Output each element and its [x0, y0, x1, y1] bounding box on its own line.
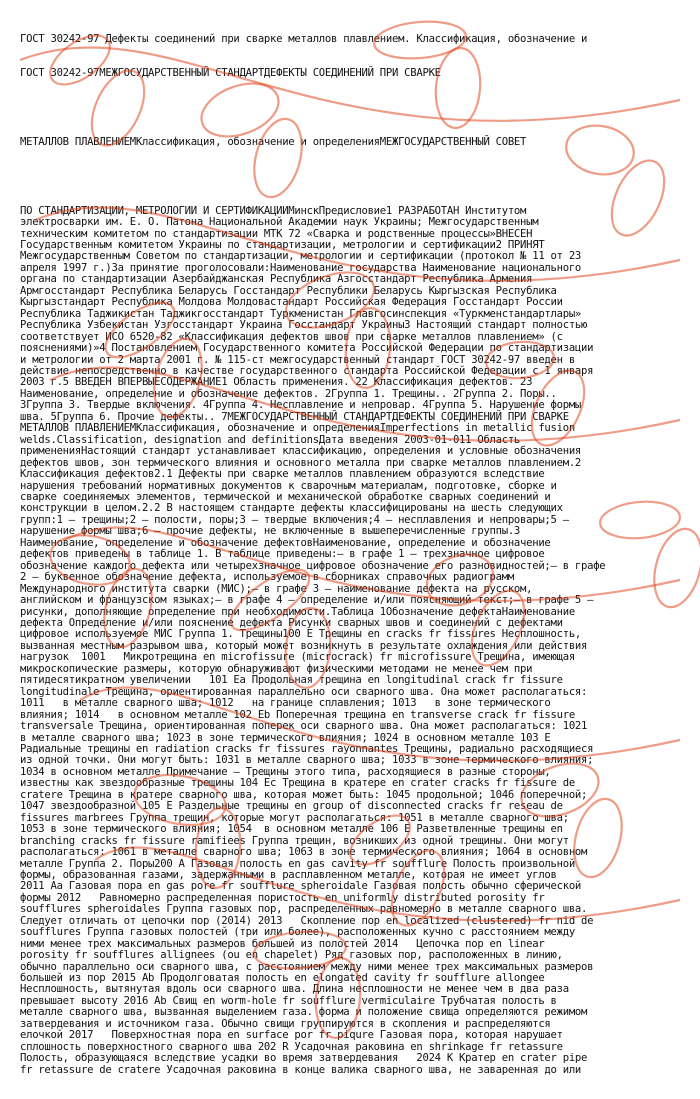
body-line: елочкой 2017 Поверхностная пора en surface por fr piqure Газовая пора, которая нарушает: [20, 1029, 563, 1042]
body-line: fr retassure de cratere Усадочная раковина в конце валика сварного шва, не заваренная до или: [20, 1063, 582, 1076]
body-line: Несплошность, вытянутая вдоль оси сварного шва. Длина несплошности не менее чем в два раза: [20, 983, 569, 996]
body-line: Следует отличать от цепочки пор (2014) 2013 Скопление пор en localized (clustered) fr nid de: [20, 914, 594, 927]
body-line: нарушения требований нормативных документов к сварочным материалам, подготовке, сборке и: [20, 479, 557, 492]
body-line: техническим комитетом по стандартизации МТК 72 «Сварка и родственные процессы»ВНЕСЕН: [20, 227, 533, 240]
body-line: английском и французском языках;— в графе 4 — определение и/или поясняющий текст;— в графе 5 —: [20, 594, 594, 607]
body-line: 2 — буквенное обозначение дефекта, используемое в сборниках справочных радиограмм: [20, 571, 514, 584]
body-line: transversale Трещина, ориентированная поперек оси сварного шва. Она может располагаться: 1021: [20, 720, 588, 733]
body-line: в металле сварного шва; 1023 в зоне термического влияния; 1024 в основном металле 103 E: [20, 731, 551, 744]
document-title-line-1: ГОСТ 30242-97 Дефекты соединений при сварке металлов плавлением. Классификация, обозначение и: [20, 32, 588, 45]
body-line: Межгосударственным Советом по стандартизации, метрологии и сертификации (протокол № 11 от 23: [20, 250, 582, 263]
body-line: 1011 в металле сварного шва; 1012 на границе сплавления; 1013 в зоне термического: [20, 697, 551, 710]
body-line: формы, образованная газами, задержанными в расплавленном металле, которая не имеет углов: [20, 868, 557, 881]
body-line: нарушение формы шва;6 — прочие дефекты, не включенные в вышеперечисленные группы.3: [20, 525, 521, 538]
body-line: влияния; 1014 в основном металле 102 Eb Поперечная трещина en transverse crack fr fissure: [20, 708, 575, 721]
body-line: действие непосредственно в качестве государственного стандарта Российской Федерации с 1 января: [20, 365, 594, 378]
body-line: соответствует ИСО 6520-82 «Классификация дефектов швов при сварке металлов плавлением» (с: [20, 330, 563, 343]
body-line: 1034 в основном металле Примечание — Трещины этого типа, расходящиеся в разные стороны,: [20, 765, 551, 778]
body-line: Кыргызстандарт Республика Молдова Молдовастандарт Российская Федерация Госстандарт России: [20, 296, 563, 309]
body-line: Армгосстандарт Республика Беларусь Госстандарт Республики Беларусь Кыргызская Республика: [20, 284, 557, 297]
body-line: органа по стандартизации Азербайджанская Республика Азгосстандарт Республика Армения: [20, 273, 533, 286]
body-line: располагаться: 1061 в металле сварного шва; 1063 в зоне термического влияния; 1064 в основном: [20, 846, 588, 859]
body-line: 2011 Aa Газовая пора en gas pore fr soufflure spheroidale Газовая полость обычно сферической: [20, 880, 582, 893]
body-line: ПО СТАНДАРТИЗАЦИИ, МЕТРОЛОГИИ И СЕРТИФИКАЦИИМинскПредисловие1 РАЗРАБОТАН Институтом: [20, 204, 527, 217]
body-line: формы 2012 Равномерно распределенная пористость en uniformly distributed porosity fr: [20, 891, 545, 904]
body-line: Наименование, определение и обозначение дефектовНаименование, определение и обозначение: [20, 536, 551, 549]
document-body: [20, 11, 688, 1099]
body-line: электросварки им. Е. О. Патона Национальной Академии наук Украины; Межгосударственным: [20, 216, 539, 229]
body-line: рисунки, дополняющие определение при необходимости.Таблица 1Обозначение дефектаНаименование: [20, 605, 575, 618]
body-line: welds.Classification, designation and definitionsДата введения 2003-01-011 Область: [20, 433, 521, 446]
body-line: longitudinale Трещина, ориентированная параллельно оси сварного шва. Она может располагаться:: [20, 685, 588, 698]
body-line: шва. 5Группа 6. Прочие дефекты.. 7МЕЖГОСУДАРСТВЕННЫЙ СТАНДАРТДЕФЕКТЫ СОЕДИНЕНИЙ ПРИ СВАРКЕ: [20, 410, 569, 423]
blank-line: [20, 171, 688, 182]
body-line: микроскопические размеры, которую обнаруживают физическими методами не менее чем при: [20, 662, 533, 675]
body-line: дефекта Определение и/или пояснение дефекта Рисунки сварных швов и соединений с дефектами: [20, 616, 563, 629]
body-text: [20, 206, 688, 1076]
body-line: вызванная местным разрывом шва, который может возникнуть в результате охлаждения или действия: [20, 639, 588, 652]
body-line: cratere Трещина в кратере сварного шва, которая может быть: 1045 продольной; 1046 поперечной;: [20, 788, 588, 801]
body-line: Международного института сварки (МИС);— в графе 3 — наименование дефекта на русском,: [20, 582, 533, 595]
body-line: групп:1 — трещины;2 — полости, поры;3 — твердые включения;4 — несплавления и непровары;5 —: [20, 513, 569, 526]
body-line: известны как звездообразные трещины 104 Ec Трещина в кратере en crater cracks fr fissure de: [20, 777, 575, 790]
body-line: Государственным комитетом Украины по стандартизации, метрологии и сертификации2 ПРИНЯТ: [20, 239, 545, 252]
body-line: пятидесятикратном увеличении 101 Ea Продольная трещина en longitudinal crack fr fissure: [20, 674, 563, 687]
body-line: 1053 в зоне термического влияния; 1054 в основном металле 106 E Разветвленные трещины en: [20, 823, 563, 836]
body-line: дефектов приведены в таблице 1. В таблице приведены:— в графе 1 — трехзначное цифровое: [20, 548, 545, 561]
body-line: Радиальные трещины en radiation cracks fr fissures rayonnantes Трещины, радиально расходящиеся: [20, 742, 594, 755]
body-line: апреля 1997 г.)За принятие проголосовали:Наименование государства Наименование национального: [20, 261, 582, 274]
body-line: металле Группа 2. Поры200 A Газовая полость en gas cavity fr soufflure Полость произвольной: [20, 857, 575, 870]
document-title-line-2: ГОСТ 30242-97МЕЖГОСУДАРСТВЕННЫЙ СТАНДАРТДЕФЕКТЫ СОЕДИНЕНИЙ ПРИ СВАРКЕ: [20, 67, 441, 80]
body-line: soufflures spheroidales Группа газовых пор, распределенных равномерно в металле сварного шва.: [20, 903, 588, 916]
body-line: soufflures Группа газовых полостей (три или более), расположенных кучно с расстоянием между: [20, 926, 575, 939]
body-line: Республика Узбекистан Узгосстандарт Украина Госстандарт Украины3 Настоящий стандарт полностью: [20, 319, 588, 332]
body-line: примененияНастоящий стандарт устанавливает классификацию, определения и условные обозначения: [20, 445, 582, 458]
body-line: branching cracks fr fissure ramifiees Группа трещин, возникших из одной трещины. Они могут: [20, 834, 569, 847]
body-line: из одной точки. Они могут быть: 1031 в металле сварного шва; 1033 в зоне термического влияния;: [20, 754, 594, 767]
body-line: конструкции в целом.2.2 В настоящем стандарте дефекты классифицированы на шесть следующих: [20, 502, 563, 515]
body-line: ними менее трех максимальных размеров большей из полостей 2014 Цепочка пор en linear: [20, 937, 545, 950]
body-line: МЕТАЛЛОВ ПЛАВЛЕНИЕМКлассификация, обозначение и определенияImperfections in metallic fusion: [20, 422, 575, 435]
body-line: porosity fr soufflures allignees (ou en chapelet) Ряд газовых пор, расположенных в линию,: [20, 949, 563, 962]
body-line: 3Группа 3. Твердые включения. 4Группа 4. Несплавление и непровар. 4Группа 5. Нарушение формы: [20, 399, 582, 412]
blank-line: [20, 103, 688, 114]
body-line: дефектов швов, зон термического влияния и основного металла при сварке металлов плавлением.2: [20, 456, 582, 469]
body-line: цифровое используемое МИС Группа 1. Трещины100 E Трещины en cracks fr fissures Несплошность,: [20, 628, 582, 641]
body-line: 2003 г.5 ВВЕДЕН ВПЕРВЫЕСОДЕРЖАНИЕ1 Область применения. 22 Классификация дефектов. 23: [20, 376, 533, 389]
body-line: превышает высоту 2016 Ab Свищ en worm-hole fr soufflure vermiculaire Трубчатая полость в: [20, 994, 557, 1007]
body-line: Наименование, определение и обозначение дефектов. 2Группа 1. Трещины.. 2Группа 2. Поры..: [20, 387, 557, 400]
body-line: пояснениями)»4 Постановлением Государственного комитета Российской Федерации по стандартизации: [20, 342, 594, 355]
body-line: Республика Таджикистан Таджикгосстандарт Туркменистан Главгосинспекция «Туркменстандартлары»: [20, 307, 582, 320]
body-line: сплошность поверхностного сварного шва 202 R Усадочная раковина en shrinkage fr retassure: [20, 1040, 563, 1053]
body-line: Полость, образующаяся вследствие усадки во время затвердевания 2024 K Кратер en crater pipe: [20, 1052, 588, 1065]
section-heading: МЕТАЛЛОВ ПЛАВЛЕНИЕМКлассификация, обозначение и определенияМЕЖГОСУДАРСТВЕННЫЙ СОВЕТ: [20, 135, 527, 148]
body-line: большей из пор 2015 Ab Продолговатая полость en elongated cavity fr soufflure allongee: [20, 972, 545, 985]
body-line: обычно параллельно оси сварного шва, с расстоянием между ними менее трех максимальных размеров: [20, 960, 594, 973]
body-line: fissures marbrees Группа трещин, которые могут располагаться: 1051 в металле сварного шва;: [20, 811, 569, 824]
body-line: нагрузок 1001 Микротрещина en microfissure (microcrack) fr microfissure Трещина, имеющая: [20, 651, 575, 664]
body-line: затвердевания и источником газа. Обычно свищи группируются в скопления и распределяются: [20, 1017, 551, 1030]
body-line: сварке соединяемых элементов, термической и механической обработке сварных соединений и: [20, 491, 551, 503]
body-line: 1047 звездообразной 105 E Раздельные трещины en group of disconnected cracks fr reseau de: [20, 800, 563, 813]
body-line: Классификация дефектов2.1 Дефекты при сварке металлов плавлением образуются вследствие: [20, 468, 545, 481]
body-line: металле сварного шва, вызванная выделением газа. форма и положение свища определяются режимом: [20, 1006, 588, 1019]
body-line: обозначение каждого дефекта или четырехзначное цифровое обозначение его разновидностей;— в графе: [20, 559, 606, 572]
body-line: и метрологии от 2 марта 2001 г. № 115-ст межгосударственный стандарт ГОСТ 30242-97 введен в: [20, 353, 575, 366]
